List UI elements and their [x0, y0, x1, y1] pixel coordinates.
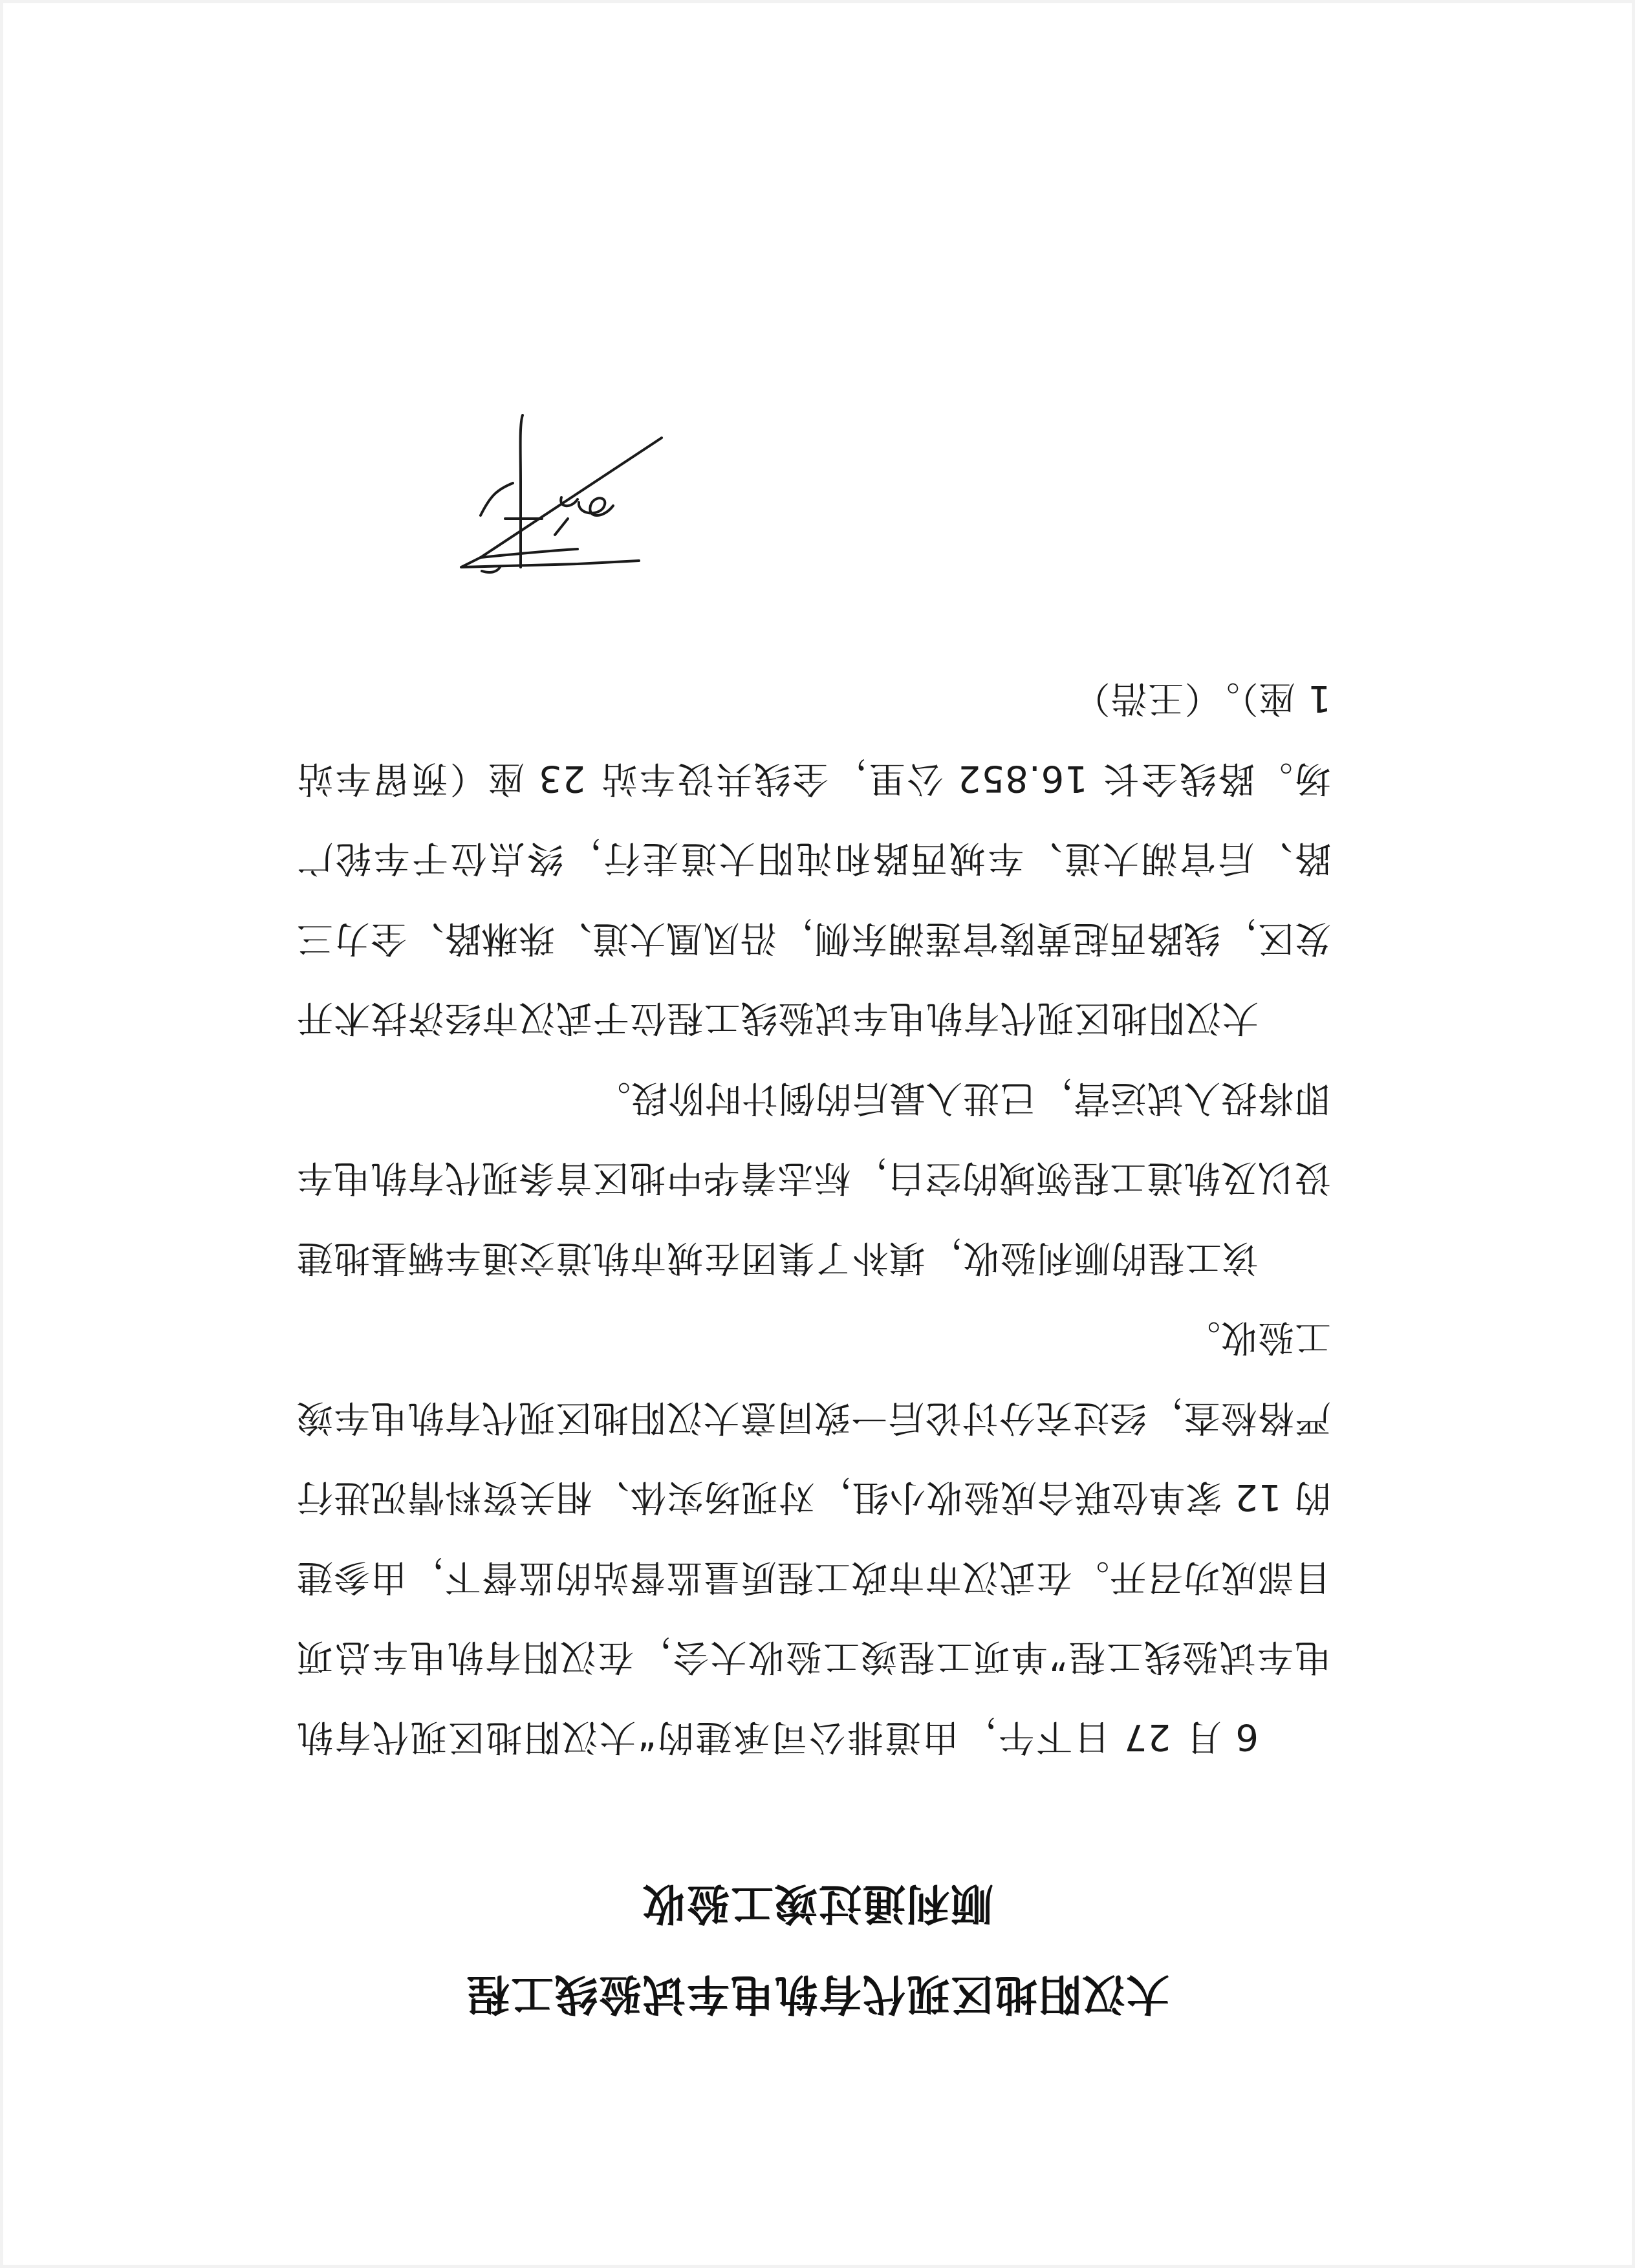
document-subtitle: 顺利通过竣工验收 — [642, 1879, 993, 1928]
paragraph-3: 大汉阳地区现代有轨电车试验线工程位于武汉市经济技术开发区，线路西起黄陵官莲湖东侧，沿凤凰大道、珠琳路、全力三路、后官湖大道、车城西路和沌阳大道走行，终点位于车轮广场。路线全长 16.852 公里，全线共设车站 23 座（预留车站 1 座）。（王浩） — [296, 677, 1331, 1039]
paragraph-2: 该工程的顺利验收，填补了集团在城市轨道交通车辆基地建设以及轨道工程领域的空白，标志着华中地区首条现代有轨电车即将投入试运营，已进入最后的倒计时阶段。 — [296, 1077, 1331, 1279]
handwritten-signature-icon — [442, 412, 675, 580]
paragraph-1: 6 月 27 日下午，由道排公司承建的“大汉阳地区现代有轨电车试验线工程”单项工程竣工验收大会，在汉阳有轨电车总项目部成功召开。在武汉市市政工程质量监督站的监督下，由参建的 12 家单位联合成验收小组，对现场实体、相关资料情况进行严格检查，经过充分讨论后一致同意大汉阳地区现代有轨电车竣工验收。 — [296, 1316, 1331, 1758]
article-body — [296, 658, 1331, 1777]
document-title: 大汉阳地区现代有轨电车试验线工程 — [466, 1969, 1169, 2019]
